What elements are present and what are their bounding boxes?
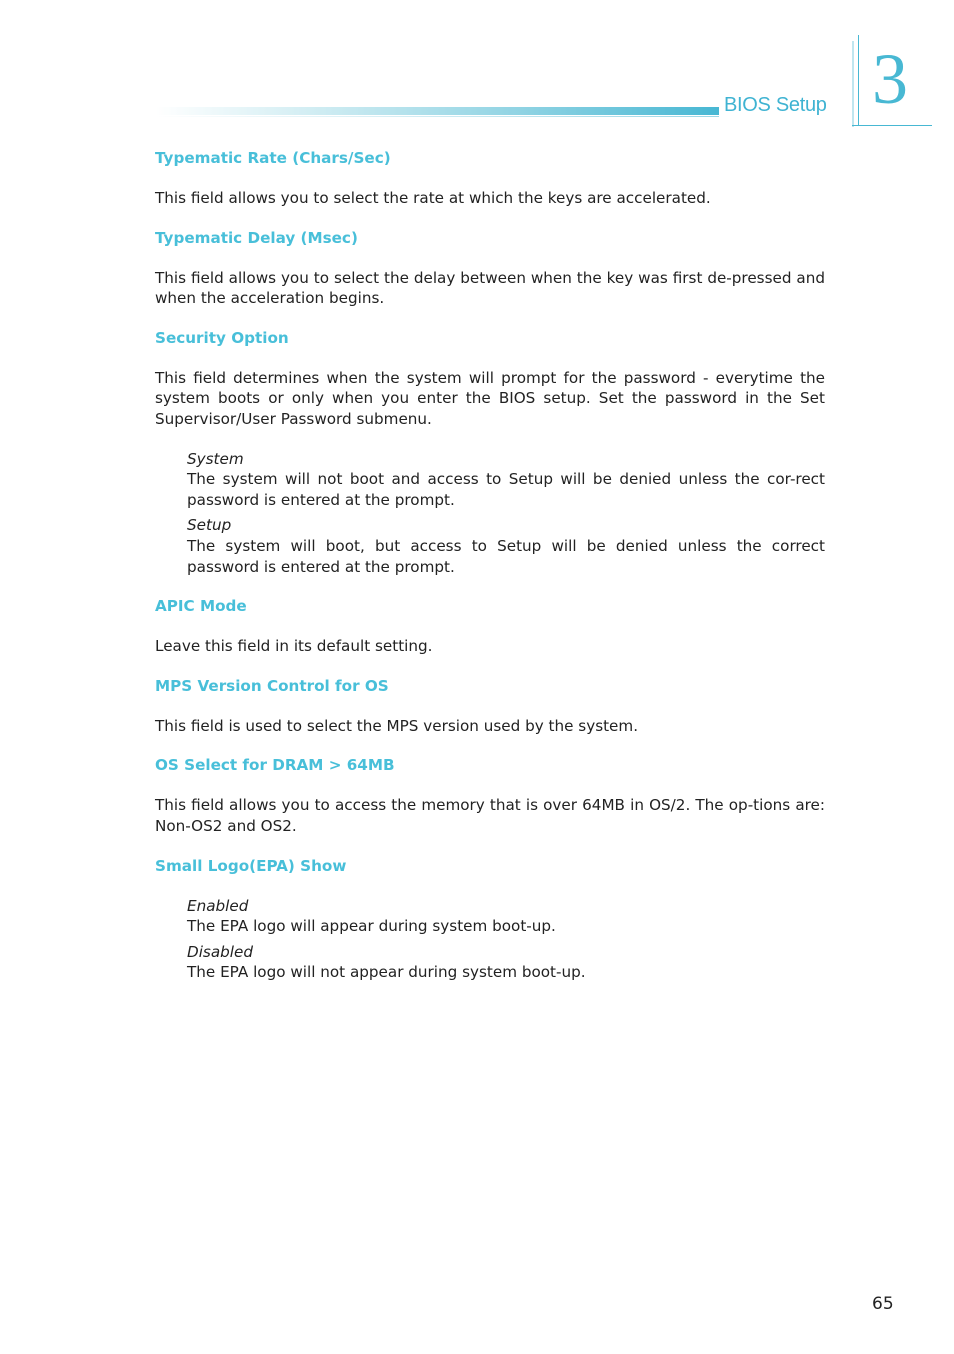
section-title: Security Option <box>155 328 289 347</box>
option-description: The system will boot, but access to Setup will be denied unless the correct password is entered at the prompt. <box>187 536 825 576</box>
chapter-tab-rule <box>858 35 859 125</box>
section-title: Small Logo(EPA) Show <box>155 856 347 875</box>
section-typematic-delay <box>155 228 825 309</box>
section-text: This field allows you to select the rate at which the keys are accelerated. <box>155 189 711 207</box>
section-title: APIC Mode <box>155 597 247 616</box>
option-description: The EPA logo will appear during system boot-up. <box>187 917 556 936</box>
option-description: The system will not boot and access to Setup will be denied unless the cor-rect password is entered at the prompt. <box>187 470 825 509</box>
page-number: 65 <box>872 1294 894 1314</box>
option-description: The EPA logo will not appear during system boot-up. <box>187 963 586 982</box>
chapter-tab-underline <box>852 125 932 126</box>
running-header-title: BIOS Setup <box>724 94 827 116</box>
option-name: Disabled <box>187 942 253 961</box>
section-os-select-dram <box>155 755 825 836</box>
section-title: OS Select for DRAM > 64MB <box>155 756 395 775</box>
option-list <box>187 449 825 578</box>
section-title: Typematic Rate (Chars/Sec) <box>155 149 391 167</box>
section-small-logo <box>155 856 825 983</box>
section-title: MPS Version Control for OS <box>155 676 389 695</box>
option-name: Enabled <box>187 896 249 915</box>
header-rule <box>156 107 719 115</box>
section-apic-mode <box>155 596 825 657</box>
section-text: This field determines when the system will prompt for the password - everytime the system boots or only when you enter the BIOS setup. Set the password in the Set Supervisor/User Password submenu. <box>155 368 825 428</box>
chapter-tab-rule-light <box>852 41 854 127</box>
section-mps-version <box>155 676 825 737</box>
chapter-tab <box>852 35 932 127</box>
section-typematic-rate <box>155 148 825 209</box>
option-name: Setup <box>187 516 232 535</box>
chapter-number: 3 <box>872 39 908 119</box>
section-title: Typematic Delay (Msec) <box>155 228 358 247</box>
section-text: This field is used to select the MPS version used by the system. <box>155 716 639 735</box>
option-list <box>187 896 825 983</box>
page-body <box>155 148 825 1002</box>
section-security-option <box>155 328 825 577</box>
section-text: This field allows you to select the delay between when the key was first de-pressed and when the acceleration begins. <box>155 268 825 308</box>
section-text: Leave this field in its default setting. <box>155 637 433 656</box>
section-text: This field allows you to access the memory that is over 64MB in OS/2. The op-tions are: Non-OS2 and OS2. <box>155 796 825 835</box>
option-name: System <box>187 449 244 468</box>
